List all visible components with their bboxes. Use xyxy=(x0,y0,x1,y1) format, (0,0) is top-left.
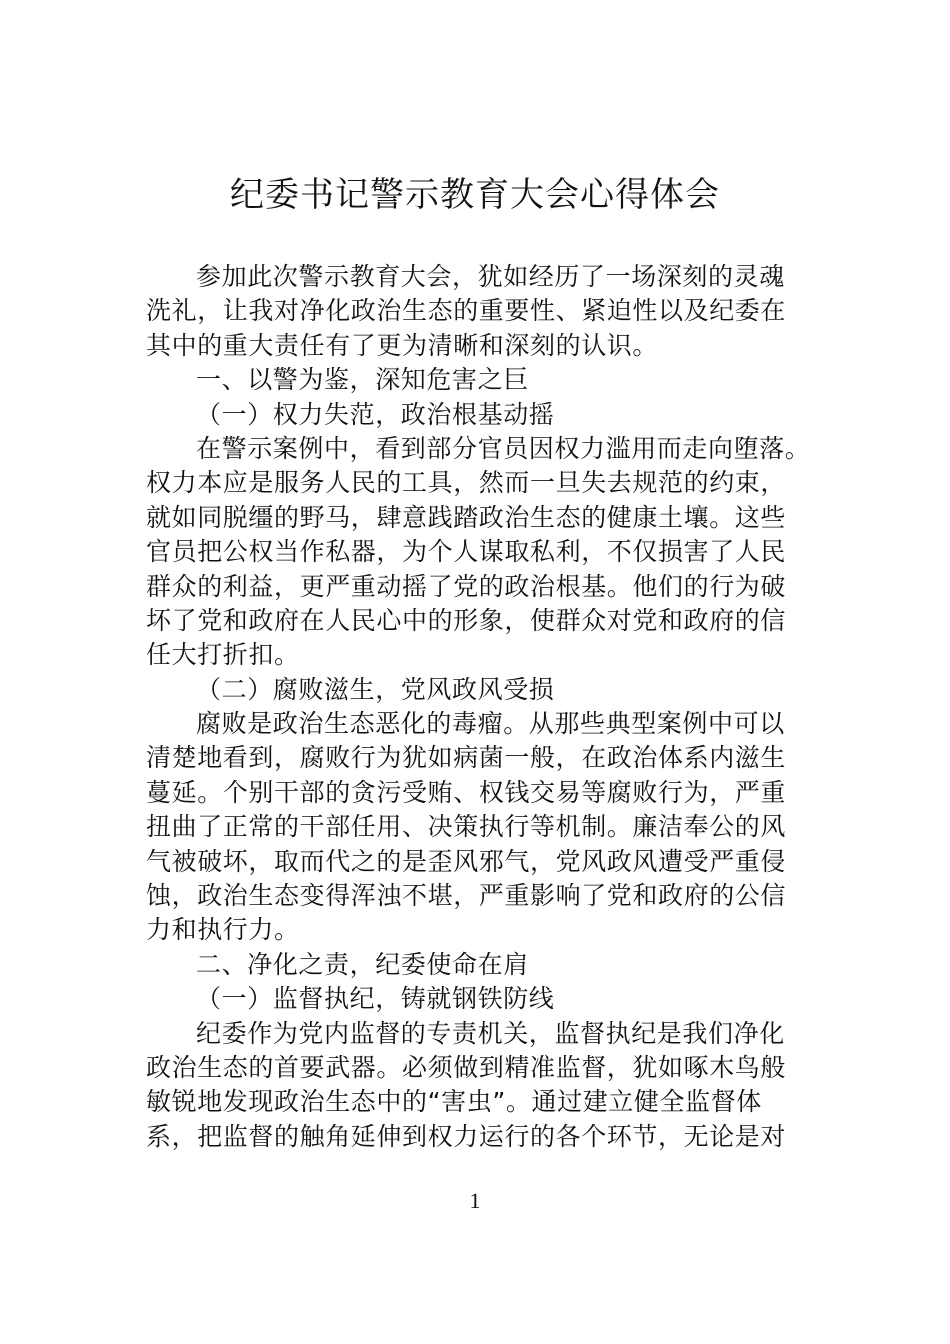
text-line: 政治生态的首要武器。必须做到精准监督，犹如啄木鸟般 xyxy=(146,1052,787,1082)
document-body xyxy=(146,260,814,1154)
text-line: 坏了党和政府在人民心中的形象，使群众对党和政府的信 xyxy=(146,605,787,635)
text-line: 就如同脱缰的野马，肆意践踏政治生态的健康土壤。这些 xyxy=(146,502,787,532)
text-line: 蔓延。个别干部的贪污受贿、权钱交易等腐败行为，严重 xyxy=(146,777,787,807)
text-line: 蚀，政治生态变得浑浊不堪，严重影响了党和政府的公信 xyxy=(146,881,787,911)
text-line: 洗礼，让我对净化政治生态的重要性、紧迫性以及纪委在 xyxy=(146,296,787,326)
text-line: 力和执行力。 xyxy=(146,915,300,945)
text-line: 一、以警为鉴，深知危害之巨 xyxy=(196,365,529,395)
text-line: 气被破坏，取而代之的是歪风邪气，党风政风遭受严重侵 xyxy=(146,846,787,876)
text-line: 官员把公权当作私器，为个人谋取私利，不仅损害了人民 xyxy=(146,537,787,567)
text-line: 在警示案例中，看到部分官员因权力滥用而走向堕落。 xyxy=(196,433,811,463)
text-line: 扭曲了正常的干部任用、决策执行等机制。廉洁奉公的风 xyxy=(146,812,787,842)
text-line: （二）腐败滋生，党风政风受损 xyxy=(196,674,555,704)
document-title: 纪委书记警示教育大会心得体会 xyxy=(230,175,720,215)
text-line: 参加此次警示教育大会，犹如经历了一场深刻的灵魂 xyxy=(196,262,785,291)
text-line: 二、净化之责，纪委使命在肩 xyxy=(196,949,529,979)
text-line: 腐败是政治生态恶化的毒瘤。从那些典型案例中可以 xyxy=(196,709,785,739)
text-line: 清楚地看到，腐败行为犹如病菌一般，在政治体系内滋生 xyxy=(146,743,787,773)
text-line: 群众的利益，更严重动摇了党的政治根基。他们的行为破 xyxy=(146,571,787,601)
text-line: 系，把监督的触角延伸到权力运行的各个环节，无论是对 xyxy=(146,1121,787,1151)
text-line: （一）监督执纪，铸就钢铁防线 xyxy=(196,984,555,1014)
text-line: 其中的重大责任有了更为清晰和深刻的认识。 xyxy=(146,330,659,360)
text-line: 任大打折扣。 xyxy=(146,640,300,670)
text-line: 纪委作为党内监督的专责机关，监督执纪是我们净化 xyxy=(196,1018,785,1048)
text-line: （一）权力失范，政治根基动摇 xyxy=(196,399,555,429)
text-line: 权力本应是服务人民的工具，然而一旦失去规范的约束， xyxy=(146,468,787,498)
page-number: 1 xyxy=(469,1188,481,1213)
text-line: 敏锐地发现政治生态中的“害虫”。通过建立健全监督体 xyxy=(146,1087,762,1117)
